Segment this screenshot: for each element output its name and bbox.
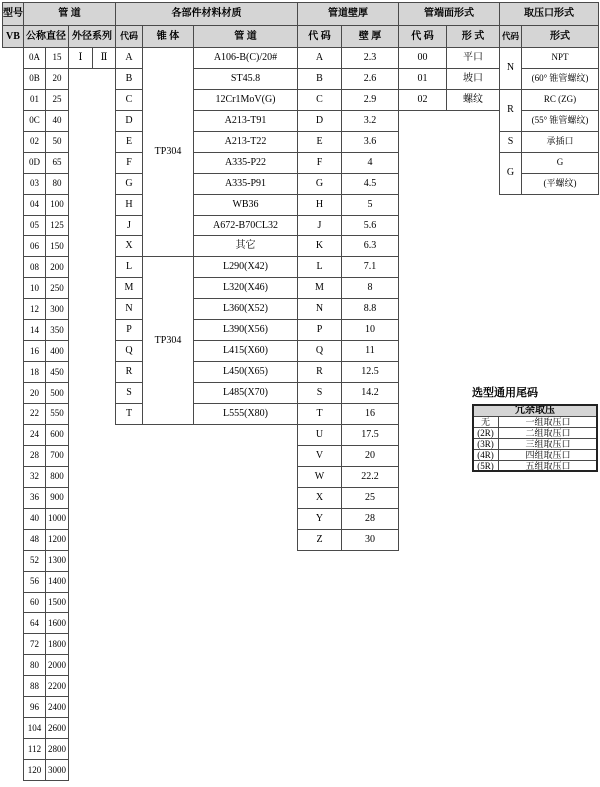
dn-value-cell: 300 (45, 298, 69, 320)
header-tap-code: 代码 (499, 25, 522, 48)
dn-value-cell: 550 (45, 403, 69, 425)
wt-code-cell: F (297, 152, 342, 174)
wt-code-cell: K (297, 235, 342, 257)
material-code-cell: B (115, 68, 143, 90)
dn-value-cell: 1400 (45, 571, 69, 593)
header-model-code: VB (2, 25, 24, 48)
dn-value-cell: 50 (45, 131, 69, 153)
material-code-cell: J (115, 215, 143, 237)
dn-code-cell: 112 (23, 738, 46, 760)
material-code-cell: P (115, 319, 143, 341)
endface-form-cell: 螺纹 (446, 89, 500, 111)
pipe-material-cell: L555(X80) (193, 403, 298, 425)
dn-value-cell: 80 (45, 173, 69, 195)
dn-value-cell: 2800 (45, 738, 69, 760)
dn-code-cell: 10 (23, 277, 46, 299)
material-code-cell: L (115, 256, 143, 278)
dn-code-cell: 18 (23, 361, 46, 383)
pipe-material-cell: L320(X46) (193, 277, 298, 299)
material-code-cell: C (115, 89, 143, 111)
pipe-material-cell: L390(X56) (193, 319, 298, 341)
pipe-material-cell: L415(X60) (193, 340, 298, 362)
wt-value-cell: 8 (341, 277, 399, 299)
wt-value-cell: 5 (341, 194, 399, 216)
dn-code-cell: 14 (23, 319, 46, 341)
wt-code-cell: X (297, 487, 342, 509)
wt-code-cell: H (297, 194, 342, 216)
dn-code-cell: 40 (23, 508, 46, 530)
dn-code-cell: 24 (23, 424, 46, 446)
endface-code-cell: 00 (398, 47, 447, 69)
suffix-label-cell: 五组取压口 (498, 460, 598, 472)
tap-form-cell: NPT (521, 47, 599, 69)
wt-code-cell: E (297, 131, 342, 153)
pipe-material-cell: A672-B70CL32 (193, 215, 298, 237)
dn-code-cell: 0B (23, 68, 46, 90)
wt-code-cell: M (297, 277, 342, 299)
dn-value-cell: 2400 (45, 696, 69, 718)
dn-value-cell: 1500 (45, 592, 69, 614)
material-code-cell: N (115, 298, 143, 320)
suffix-label-cell: 三组取压口 (498, 438, 598, 450)
material-code-cell: D (115, 110, 143, 132)
pipe-material-cell: A106-B(C)/20# (193, 47, 298, 69)
dn-value-cell: 2600 (45, 717, 69, 739)
pipe-material-cell: ST45.8 (193, 68, 298, 90)
header-cone: 锥 体 (142, 25, 194, 48)
wt-code-cell: C (297, 89, 342, 111)
wt-value-cell: 2.6 (341, 68, 399, 90)
dn-code-cell: 01 (23, 89, 46, 111)
dn-value-cell: 2000 (45, 654, 69, 676)
dn-value-cell: 40 (45, 110, 69, 132)
wt-value-cell: 5.6 (341, 215, 399, 237)
suffix-code-cell: (2R) (472, 427, 499, 439)
pipe-material-cell: L360(X52) (193, 298, 298, 320)
pipe-material-cell: 12Cr1MoV(G) (193, 89, 298, 111)
dn-value-cell: 65 (45, 152, 69, 174)
material-code-cell: E (115, 131, 143, 153)
wt-value-cell: 3.6 (341, 131, 399, 153)
pipe-material-cell: 其它 (193, 235, 298, 257)
pipe-material-cell: A335-P91 (193, 173, 298, 195)
material-code-cell: Q (115, 340, 143, 362)
dn-code-cell: 0A (23, 47, 46, 69)
header-tap-group: 取压口形式 (499, 2, 599, 26)
suffix-label-cell: 一组取压口 (498, 416, 598, 428)
dn-value-cell: 1300 (45, 550, 69, 572)
material-code-cell: S (115, 382, 143, 404)
cone-material-cell: TP304 (142, 256, 194, 425)
tap-form-cell: RC (ZG) (521, 89, 599, 111)
dn-code-cell: 64 (23, 612, 46, 634)
dn-value-cell: 1200 (45, 529, 69, 551)
dn-value-cell: 600 (45, 424, 69, 446)
dn-code-cell: 104 (23, 717, 46, 739)
wt-value-cell: 2.9 (341, 89, 399, 111)
wt-code-cell: V (297, 445, 342, 467)
wt-value-cell: 11 (341, 340, 399, 362)
dn-code-cell: 72 (23, 633, 46, 655)
wt-value-cell: 2.3 (341, 47, 399, 69)
wt-code-cell: W (297, 466, 342, 488)
wt-code-cell: G (297, 173, 342, 195)
dn-value-cell: 800 (45, 466, 69, 488)
header-wt-code: 代 码 (297, 25, 342, 48)
pipe-material-cell: L450(X65) (193, 361, 298, 383)
tap-code-cell: S (499, 131, 522, 153)
dn-code-cell: 32 (23, 466, 46, 488)
dn-code-cell: 36 (23, 487, 46, 509)
pipe-material-cell: WB36 (193, 194, 298, 216)
header-pipe-material: 管 道 (193, 25, 298, 48)
wt-code-cell: S (297, 382, 342, 404)
dn-value-cell: 200 (45, 256, 69, 278)
header-material-group: 各部件材料材质 (115, 2, 298, 26)
suffix-code-cell: (4R) (472, 449, 499, 461)
suffix-header-cell: 冗余取压 (472, 404, 598, 417)
wt-value-cell: 17.5 (341, 424, 399, 446)
dn-value-cell: 25 (45, 89, 69, 111)
series-two-cell: Ⅱ (92, 47, 116, 69)
suffix-label-cell: 四组取压口 (498, 449, 598, 461)
dn-code-cell: 96 (23, 696, 46, 718)
dn-value-cell: 900 (45, 487, 69, 509)
dn-value-cell: 1000 (45, 508, 69, 530)
header-wt: 壁 厚 (341, 25, 399, 48)
dn-code-cell: 22 (23, 403, 46, 425)
dn-code-cell: 03 (23, 173, 46, 195)
wt-value-cell: 10 (341, 319, 399, 341)
wt-value-cell: 20 (341, 445, 399, 467)
tap-code-cell: R (499, 89, 522, 132)
suffix-label-cell: 二组取压口 (498, 427, 598, 439)
wt-value-cell: 30 (341, 529, 399, 551)
pipe-material-cell: L485(X70) (193, 382, 298, 404)
dn-value-cell: 150 (45, 235, 69, 257)
suffix-box-title: 选型通用尾码 (472, 387, 538, 399)
material-code-cell: F (115, 152, 143, 174)
dn-value-cell: 700 (45, 445, 69, 467)
pipe-material-cell: A213-T91 (193, 110, 298, 132)
tap-code-cell: N (499, 47, 522, 90)
tap-form-cell: G (521, 152, 599, 174)
endface-form-cell: 坡口 (446, 68, 500, 90)
wt-value-cell: 16 (341, 403, 399, 425)
endface-code-cell: 01 (398, 68, 447, 90)
material-code-cell: T (115, 403, 143, 425)
dn-value-cell: 400 (45, 340, 69, 362)
material-code-cell: X (115, 235, 143, 257)
wt-code-cell: D (297, 110, 342, 132)
dn-code-cell: 06 (23, 235, 46, 257)
wt-code-cell: A (297, 47, 342, 69)
dn-code-cell: 52 (23, 550, 46, 572)
wt-value-cell: 12.5 (341, 361, 399, 383)
dn-value-cell: 3000 (45, 759, 69, 781)
tap-form-cell: (55° 锥管螺纹) (521, 110, 599, 132)
dn-code-cell: 04 (23, 194, 46, 216)
wt-code-cell: N (297, 298, 342, 320)
wt-code-cell: R (297, 361, 342, 383)
wt-code-cell: B (297, 68, 342, 90)
dn-code-cell: 48 (23, 529, 46, 551)
tap-form-cell: (60° 锥管螺纹) (521, 68, 599, 90)
dn-code-cell: 60 (23, 592, 46, 614)
wt-value-cell: 14.2 (341, 382, 399, 404)
material-code-cell: R (115, 361, 143, 383)
wt-value-cell: 28 (341, 508, 399, 530)
wt-value-cell: 4 (341, 152, 399, 174)
wt-value-cell: 6.3 (341, 235, 399, 257)
wt-code-cell: Z (297, 529, 342, 551)
header-end-code: 代 码 (398, 25, 447, 48)
header-endface-group: 管端面形式 (398, 2, 500, 26)
dn-value-cell: 350 (45, 319, 69, 341)
wt-value-cell: 25 (341, 487, 399, 509)
tap-code-cell: G (499, 152, 522, 195)
header-material-code: 代码 (115, 25, 143, 48)
wt-code-cell: J (297, 215, 342, 237)
header-tap-form: 形式 (521, 25, 599, 48)
dn-value-cell: 500 (45, 382, 69, 404)
dn-code-cell: 28 (23, 445, 46, 467)
endface-form-cell: 平口 (446, 47, 500, 69)
wt-value-cell: 4.5 (341, 173, 399, 195)
header-pipe-group: 管 道 (23, 2, 116, 26)
dn-value-cell: 1600 (45, 612, 69, 634)
wt-value-cell: 8.8 (341, 298, 399, 320)
header-dn: 公称直径 (23, 25, 69, 48)
material-code-cell: M (115, 277, 143, 299)
wt-code-cell: P (297, 319, 342, 341)
dn-value-cell: 450 (45, 361, 69, 383)
header-series: 外径系列 (68, 25, 116, 48)
dn-value-cell: 20 (45, 68, 69, 90)
dn-code-cell: 20 (23, 382, 46, 404)
dn-code-cell: 16 (23, 340, 46, 362)
material-code-cell: A (115, 47, 143, 69)
header-model: 型号 (2, 2, 24, 26)
suffix-code-cell: (3R) (472, 438, 499, 450)
pipe-material-cell: L290(X42) (193, 256, 298, 278)
wt-value-cell: 22.2 (341, 466, 399, 488)
pipe-material-cell: A213-T22 (193, 131, 298, 153)
header-end-form: 形 式 (446, 25, 500, 48)
material-code-cell: G (115, 173, 143, 195)
wt-value-cell: 3.2 (341, 110, 399, 132)
wt-code-cell: L (297, 256, 342, 278)
dn-code-cell: 80 (23, 654, 46, 676)
tap-form-cell: (平螺纹) (521, 173, 599, 195)
dn-code-cell: 0C (23, 110, 46, 132)
cone-material-cell: TP304 (142, 47, 194, 257)
wt-value-cell: 7.1 (341, 256, 399, 278)
wt-code-cell: T (297, 403, 342, 425)
suffix-code-cell: 无 (472, 416, 499, 428)
dn-code-cell: 12 (23, 298, 46, 320)
dn-code-cell: 0D (23, 152, 46, 174)
series-one-cell: Ⅰ (68, 47, 93, 69)
tap-form-cell: 承插口 (521, 131, 599, 153)
dn-code-cell: 02 (23, 131, 46, 153)
dn-code-cell: 120 (23, 759, 46, 781)
dn-code-cell: 05 (23, 215, 46, 237)
material-code-cell: H (115, 194, 143, 216)
wt-code-cell: Y (297, 508, 342, 530)
dn-value-cell: 2200 (45, 675, 69, 697)
dn-value-cell: 1800 (45, 633, 69, 655)
dn-value-cell: 250 (45, 277, 69, 299)
suffix-code-cell: (5R) (472, 460, 499, 472)
wt-code-cell: U (297, 424, 342, 446)
dn-code-cell: 88 (23, 675, 46, 697)
endface-code-cell: 02 (398, 89, 447, 111)
dn-value-cell: 15 (45, 47, 69, 69)
header-wall-thickness-group: 管道壁厚 (297, 2, 399, 26)
dn-value-cell: 125 (45, 215, 69, 237)
pipe-material-cell: A335-P22 (193, 152, 298, 174)
wt-code-cell: Q (297, 340, 342, 362)
dn-value-cell: 100 (45, 194, 69, 216)
dn-code-cell: 56 (23, 571, 46, 593)
dn-code-cell: 08 (23, 256, 46, 278)
